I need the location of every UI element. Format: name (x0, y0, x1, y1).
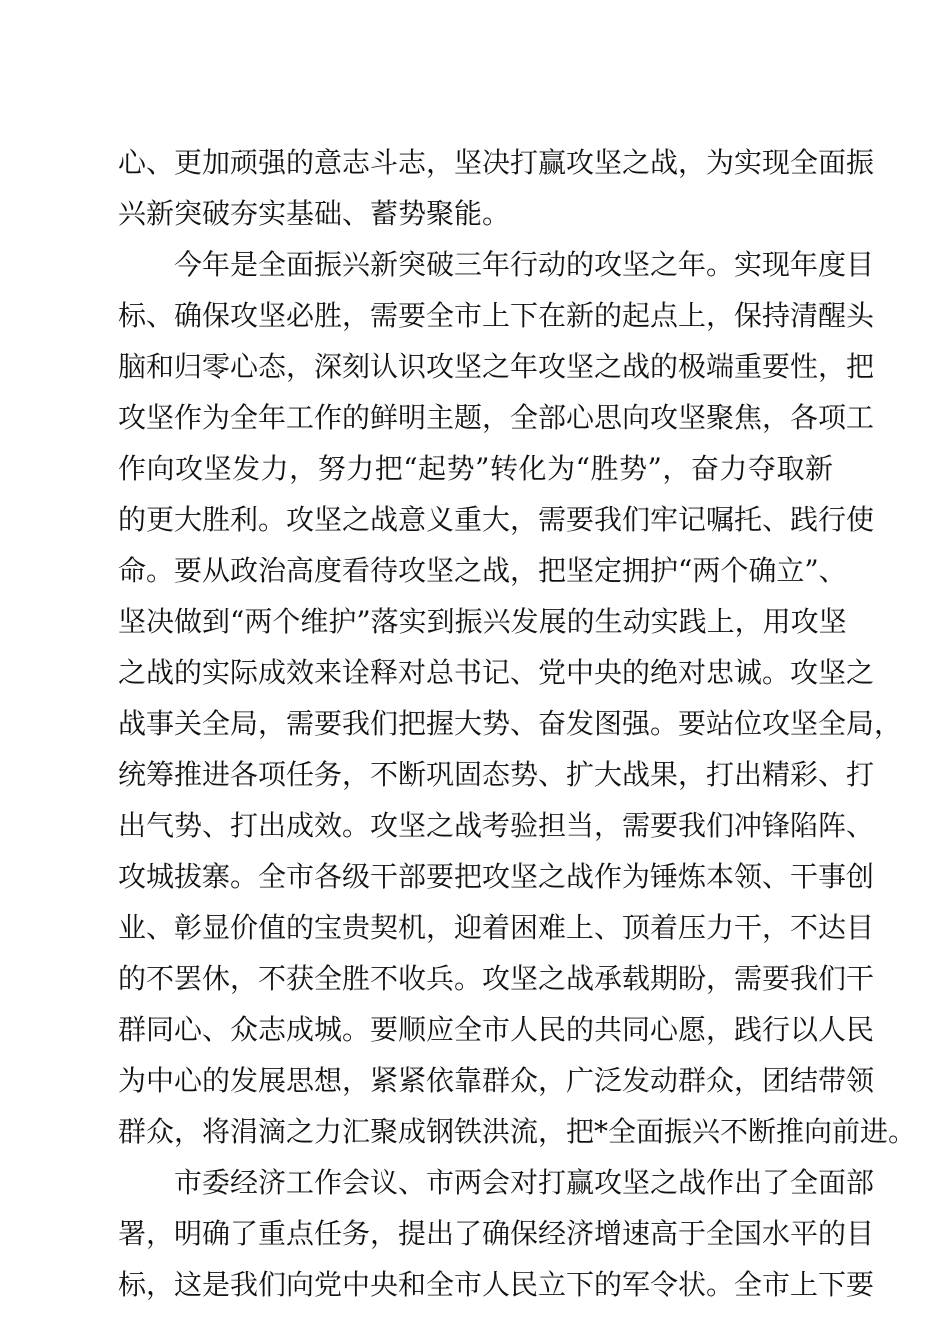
text-line: 脑和归零心态，深刻认识攻坚之年攻坚之战的极端重要性，把 (118, 350, 875, 383)
text-line: 群同心、众志成城。要顺应全市人民的共同心愿，践行以人民 (118, 1013, 875, 1046)
text-line: 之战的实际成效来诠释对总书记、党中央的绝对忠诚。攻坚之 (118, 656, 875, 689)
text-line: 署，明确了重点任务，提出了确保经济增速高于全国水平的目 (118, 1217, 875, 1250)
text-line: 群众，将涓滴之力汇聚成钢铁洪流，把*全面振兴不断推向前进。 (118, 1115, 917, 1148)
text-line: 战事关全局，需要我们把握大势、奋发图强。要站位攻坚全局， (118, 707, 903, 740)
text-line: 攻坚作为全年工作的鲜明主题，全部心思向攻坚聚焦，各项工 (118, 401, 875, 434)
text-line: 统筹推进各项任务，不断巩固态势、扩大战果，打出精彩、打 (118, 758, 875, 791)
text-line: 市委经济工作会议、市两会对打赢攻坚之战作出了全面部 (174, 1166, 875, 1199)
text-line: 标，这是我们向党中央和全市人民立下的军令状。全市上下要 (118, 1268, 875, 1301)
text-line: 标、确保攻坚必胜，需要全市上下在新的起点上，保持清醒头 (118, 299, 875, 332)
text-line: 坚决做到“两个维护”落实到振兴发展的生动实践上，用攻坚 (118, 605, 847, 638)
body-text (118, 137, 917, 1310)
text-line: 为中心的发展思想，紧紧依靠群众，广泛发动群众，团结带领 (118, 1064, 875, 1097)
text-line: 兴新突破夯实基础、蓄势聚能。 (118, 197, 511, 230)
text-line: 命。要从政治高度看待攻坚之战，把坚定拥护“两个确立”、 (118, 554, 847, 587)
text-line: 业、彰显价值的宝贵契机，迎着困难上、顶着压力干，不达目 (118, 911, 875, 944)
text-line: 的不罢休，不获全胜不收兵。攻坚之战承载期盼，需要我们干 (118, 962, 875, 995)
text-line: 作向攻坚发力，努力把“起势”转化为“胜势”，奋力夺取新 (118, 452, 833, 485)
text-line: 心、更加顽强的意志斗志，坚决打赢攻坚之战，为实现全面振 (118, 146, 875, 179)
text-line: 出气势、打出成效。攻坚之战考验担当，需要我们冲锋陷阵、 (118, 809, 875, 842)
text-line: 的更大胜利。攻坚之战意义重大，需要我们牢记嘱托、践行使 (118, 503, 875, 536)
text-line: 今年是全面振兴新突破三年行动的攻坚之年。实现年度目 (174, 248, 875, 281)
text-line: 攻城拔寨。全市各级干部要把攻坚之战作为锤炼本领、干事创 (118, 860, 875, 893)
